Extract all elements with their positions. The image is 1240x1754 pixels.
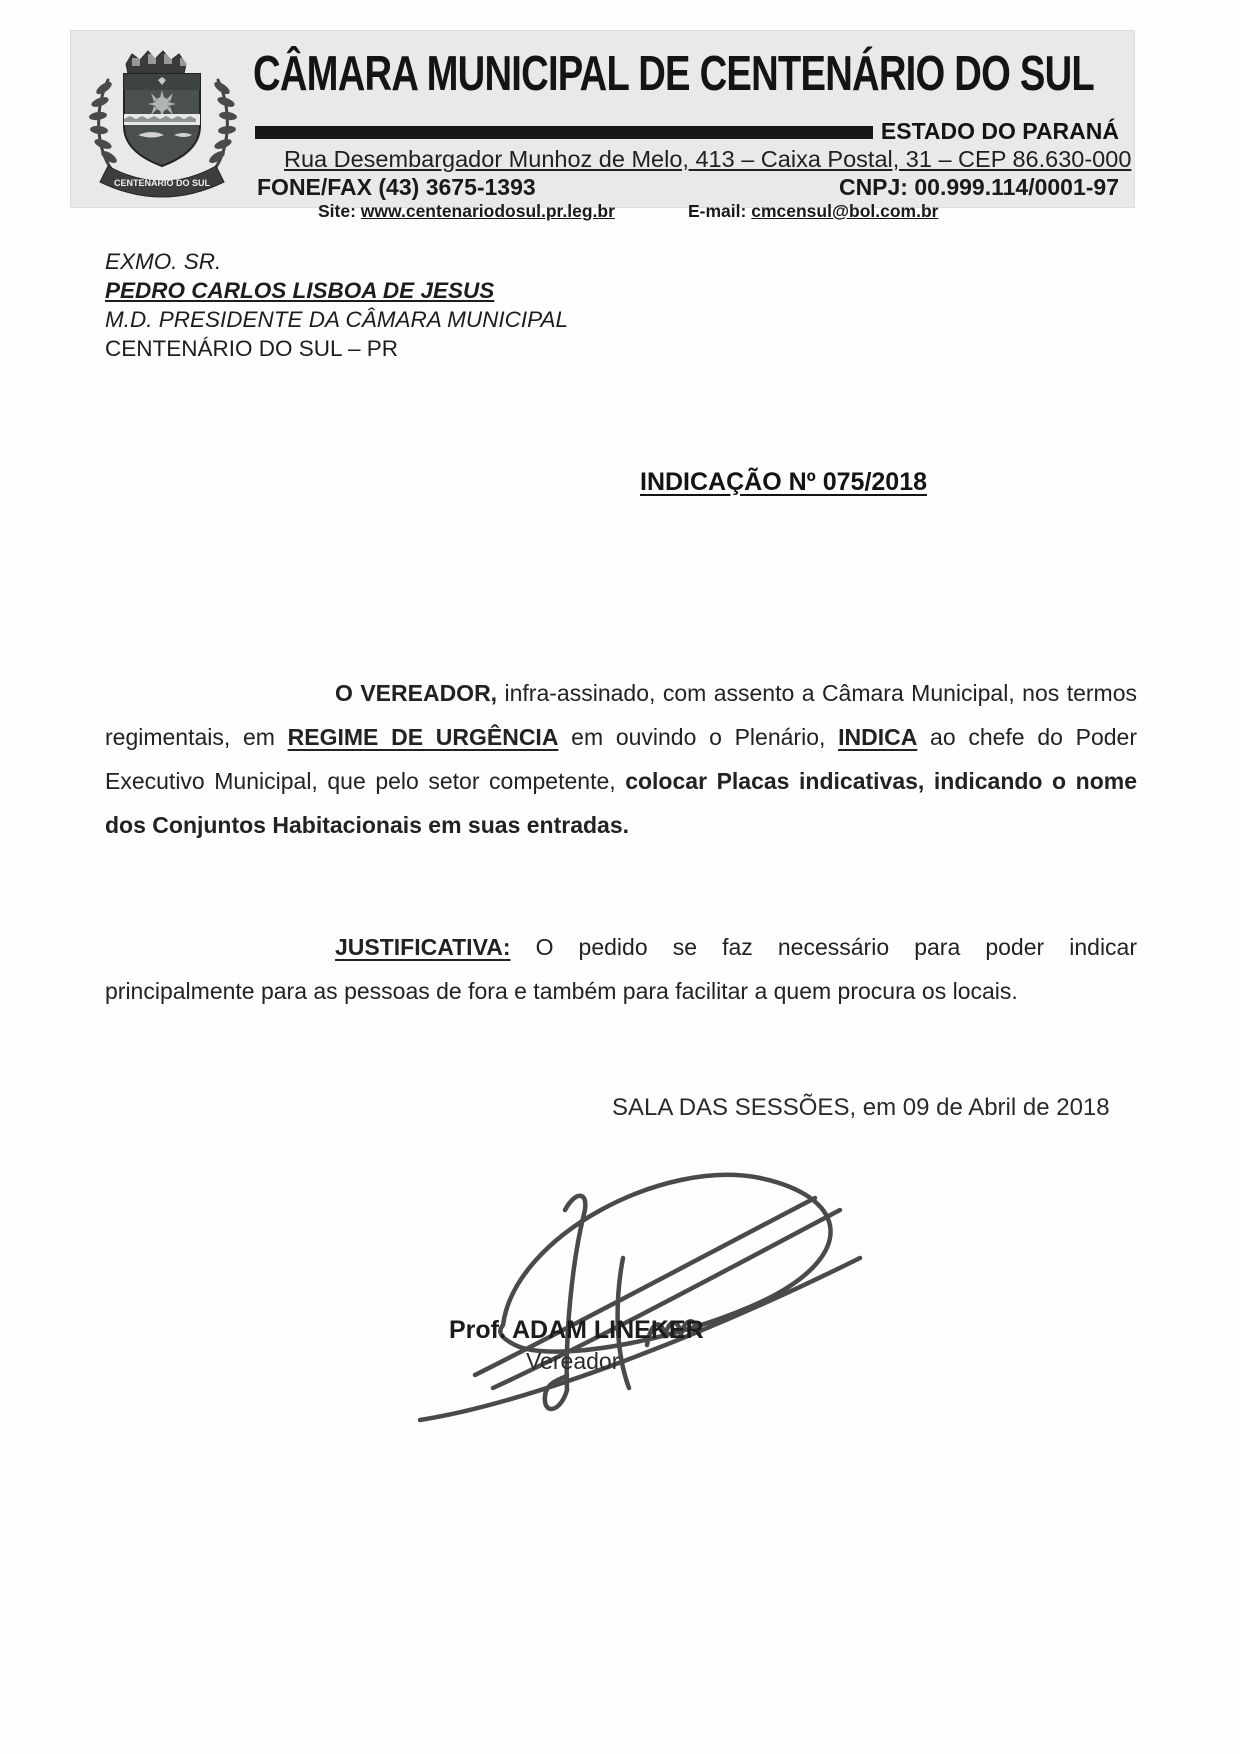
handwritten-signature (415, 1140, 865, 1430)
signer-name: Prof. ADAM LINEKER (449, 1316, 704, 1344)
place-date-line: SALA DAS SESSÕES, em 09 de Abril de 2018 (612, 1094, 1110, 1121)
letterhead (70, 30, 1135, 221)
state-label: ESTADO DO PARANÁ (880, 118, 1119, 144)
header-divider-bar (255, 126, 873, 139)
org-phone: FONE/FAX (43) 3675-1393 (257, 174, 536, 200)
recipient-block (105, 247, 568, 363)
paragraph1-seg4: INDICA (838, 724, 918, 750)
recipient-name: PEDRO CARLOS LISBOA DE JESUS (105, 278, 495, 303)
justification-text: O pedido se faz necessário para poder indicar principalmente para as pessoas de fora e também para facilitar a quem procura os locais. (105, 934, 1137, 1004)
paragraph1-seg6: colocar Placas indicativas, indicando o nome dos Conjuntos Habitacionais em suas entradas. (105, 768, 1137, 838)
org-email (688, 201, 938, 222)
signer-role: Vereador (526, 1348, 620, 1374)
paragraph1-seg3: em ouvindo o Plenário, (558, 724, 839, 750)
justification-paragraph (105, 925, 1137, 1013)
coat-of-arms-logo (78, 40, 248, 206)
document-title: INDICAÇÃO Nº 075/2018 (640, 468, 928, 496)
org-address: Rua Desembargador Munhoz de Melo, 413 – Caixa Postal, 31 – CEP 86.630-000 (284, 146, 1132, 172)
email-label: E-mail: (688, 201, 752, 221)
paragraph1-seg0: O VEREADOR, (335, 680, 498, 706)
paragraph1-seg5: ao chefe do Poder Executivo Municipal, que pelo setor competente, (105, 724, 1137, 794)
recipient-city: CENTENÁRIO DO SUL – PR (105, 336, 398, 361)
recipient-salutation: EXMO. SR. (105, 249, 222, 274)
org-name: CÂMARA MUNICIPAL DE CENTENÁRIO DO SUL (253, 47, 1095, 101)
org-site (318, 201, 615, 222)
justification-label: JUSTIFICATIVA: (335, 934, 511, 960)
paragraph1-seg2: REGIME DE URGÊNCIA (287, 724, 559, 750)
org-cnpj: CNPJ: 00.999.114/0001-97 (838, 174, 1119, 200)
logo-banner-text: CENTENÁRIO DO SUL (113, 178, 211, 188)
paragraph1-seg1: infra-assinado, com assento a Câmara Municipal, nos termos regimentais, em (105, 680, 1137, 750)
site-url: www.centenariodosul.pr.leg.br (360, 201, 615, 221)
recipient-role: M.D. PRESIDENTE DA CÂMARA MUNICIPAL (105, 307, 568, 332)
site-label: Site: (318, 201, 361, 221)
body-paragraph-1 (105, 671, 1137, 847)
email-address: cmcensul@bol.com.br (751, 201, 939, 221)
